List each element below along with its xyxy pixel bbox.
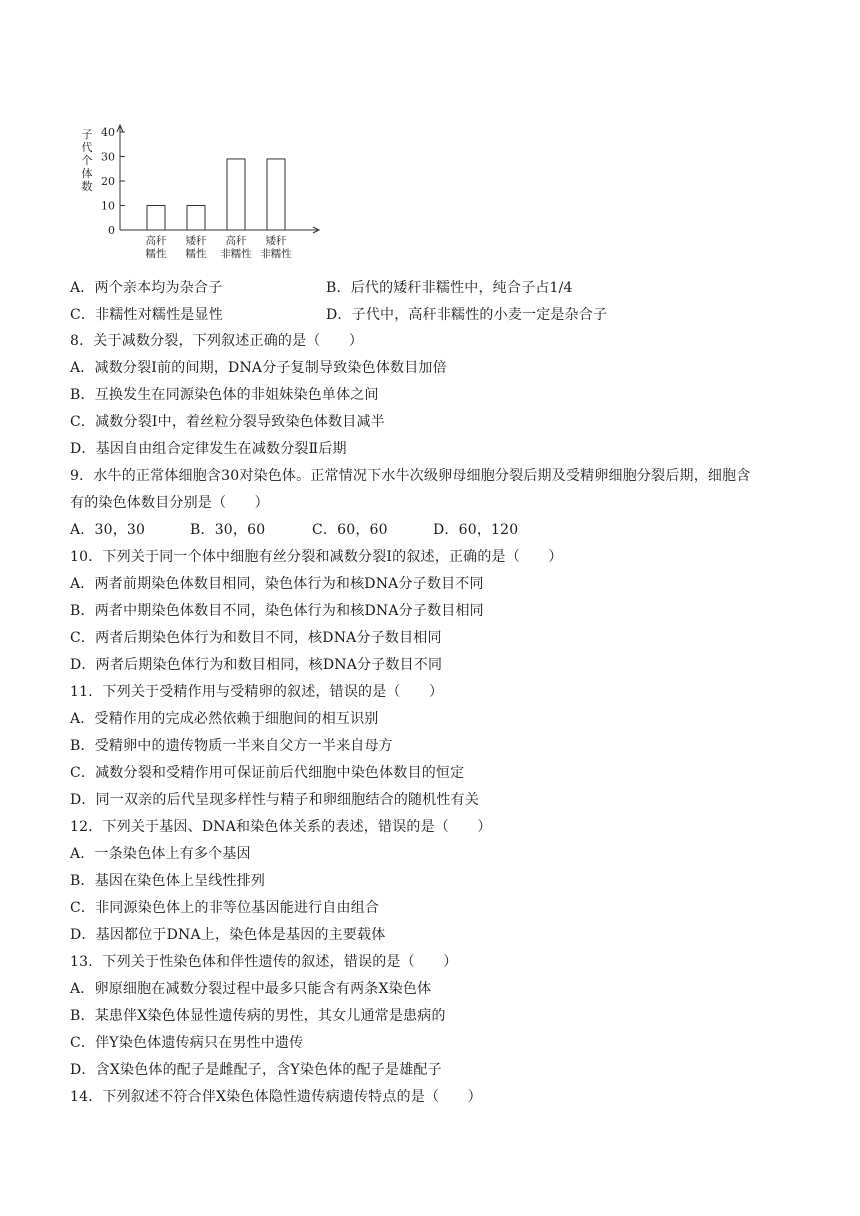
q7-options-row-1 xyxy=(70,278,573,298)
q12-option-b: B．基因在染色体上呈线性排列 xyxy=(70,873,266,889)
q9-stem-line-1: 9．水牛的正常体细胞含30对染色体。正常情况下水牛次级卵母细胞分裂后期及受精卵细胞分裂后期，细胞含 xyxy=(70,468,751,484)
x-category-label: 高秆 xyxy=(145,235,167,247)
x-category-label: 高秆 xyxy=(225,235,247,247)
q9-option-d: D．60，120 xyxy=(433,522,519,538)
q13-stem: 13．下列关于性染色体和伴性遗传的叙述，错误的是（ ） xyxy=(70,954,458,970)
q9-stem-line-2: 有的染色体数目分别是（ ） xyxy=(70,495,269,511)
y-tick-label: 40 xyxy=(101,126,115,139)
x-category-label: 非糯性 xyxy=(220,248,252,260)
q14-stem: 14．下列叙述不符合伴X染色体隐性遗传病遗传特点的是（ ） xyxy=(70,1089,482,1105)
q10-option-b: B．两者中期染色体数目不同，染色体行为和核DNA分子数目相同 xyxy=(70,603,484,619)
bar xyxy=(147,206,165,231)
q13-option-d: D．含X染色体的配子是雌配子，含Y染色体的配子是雄配子 xyxy=(70,1062,442,1078)
x-category-label: 糯性 xyxy=(145,248,167,260)
q12-stem: 12．下列关于基因、DNA和染色体关系的表述，错误的是（ ） xyxy=(70,819,492,835)
q9-options xyxy=(70,520,518,540)
q8-option-b: B．互换发生在同源染色体的非姐妹染色单体之间 xyxy=(70,387,379,403)
chart-svg xyxy=(70,120,340,270)
q7-option-a: A．两个亲本均为杂合子 xyxy=(70,280,223,296)
q7-options-row-2 xyxy=(70,305,608,325)
q8-stem: 8．关于减数分裂，下列叙述正确的是（ ） xyxy=(70,333,364,349)
y-tick-label: 10 xyxy=(101,199,115,213)
q12-option-a: A．一条染色体上有多个基因 xyxy=(70,846,251,862)
bar xyxy=(187,206,205,231)
q11-stem: 11．下列关于受精作用与受精卵的叙述，错误的是（ ） xyxy=(70,684,444,700)
x-category-label: 非糯性 xyxy=(260,248,292,260)
y-tick-label: 20 xyxy=(101,175,115,188)
q13-option-b: B．某患伴X染色体显性遗传病的男性，其女儿通常是患病的 xyxy=(70,1008,446,1024)
offspring-bar-chart xyxy=(70,120,340,270)
q8-option-c: C．减数分裂Ⅰ中，着丝粒分裂导致染色体数目减半 xyxy=(70,414,385,430)
bar xyxy=(267,159,285,230)
q7-option-c: C．非糯性对糯性是显性 xyxy=(70,307,223,323)
q8-option-a: A．减数分裂Ⅰ前的间期，DNA分子复制导致染色体数目加倍 xyxy=(70,360,447,376)
y-tick-label: 0 xyxy=(108,224,115,237)
q10-option-a: A．两者前期染色体数目相同，染色体行为和核DNA分子数目不同 xyxy=(70,576,484,592)
q9-option-a: A．30，30 xyxy=(70,522,146,538)
q10-option-c: C．两者后期染色体行为和数目不同，核DNA分子数目相同 xyxy=(70,630,442,646)
q10-option-d: D．两者后期染色体行为和数目相同，核DNA分子数目不同 xyxy=(70,657,443,673)
q11-option-b: B．受精卵中的遗传物质一半来自父方一半来自母方 xyxy=(70,738,393,754)
q12-option-d: D．基因都位于DNA上，染色体是基因的主要载体 xyxy=(70,927,386,943)
q13-option-a: A．卵原细胞在减数分裂过程中最多只能含有两条X染色体 xyxy=(70,981,432,997)
q8-option-d: D．基因自由组合定律发生在减数分裂Ⅱ后期 xyxy=(70,441,347,457)
x-category-label: 糯性 xyxy=(185,248,207,260)
q11-option-a: A．受精作用的完成必然依赖于细胞间的相互识别 xyxy=(70,711,379,727)
q7-option-d: D．子代中，高秆非糯性的小麦一定是杂合子 xyxy=(326,307,608,323)
q11-option-d: D．同一双亲的后代呈现多样性与精子和卵细胞结合的随机性有关 xyxy=(70,792,480,808)
q9-option-c: C．60，60 xyxy=(312,522,388,538)
q10-stem: 10．下列关于同一个体中细胞有丝分裂和减数分裂Ⅰ的叙述，正确的是（ ） xyxy=(70,549,563,565)
y-axis-label: 子 代 个 体 数 xyxy=(81,128,93,193)
q7-option-b: B．后代的矮秆非糯性中，纯合子占1/4 xyxy=(326,280,573,296)
bar xyxy=(227,159,245,230)
q9-option-b: B．30，60 xyxy=(190,522,266,538)
q11-option-c: C．减数分裂和受精作用可保证前后代细胞中染色体数目的恒定 xyxy=(70,765,465,781)
y-tick-label: 30 xyxy=(101,150,115,164)
q13-option-c: C．伴Y染色体遗传病只在男性中遗传 xyxy=(70,1035,304,1051)
x-category-label: 矮秆 xyxy=(185,235,207,247)
q12-option-c: C．非同源染色体上的非等位基因能进行自由组合 xyxy=(70,900,380,916)
x-category-label: 矮秆 xyxy=(265,235,287,247)
